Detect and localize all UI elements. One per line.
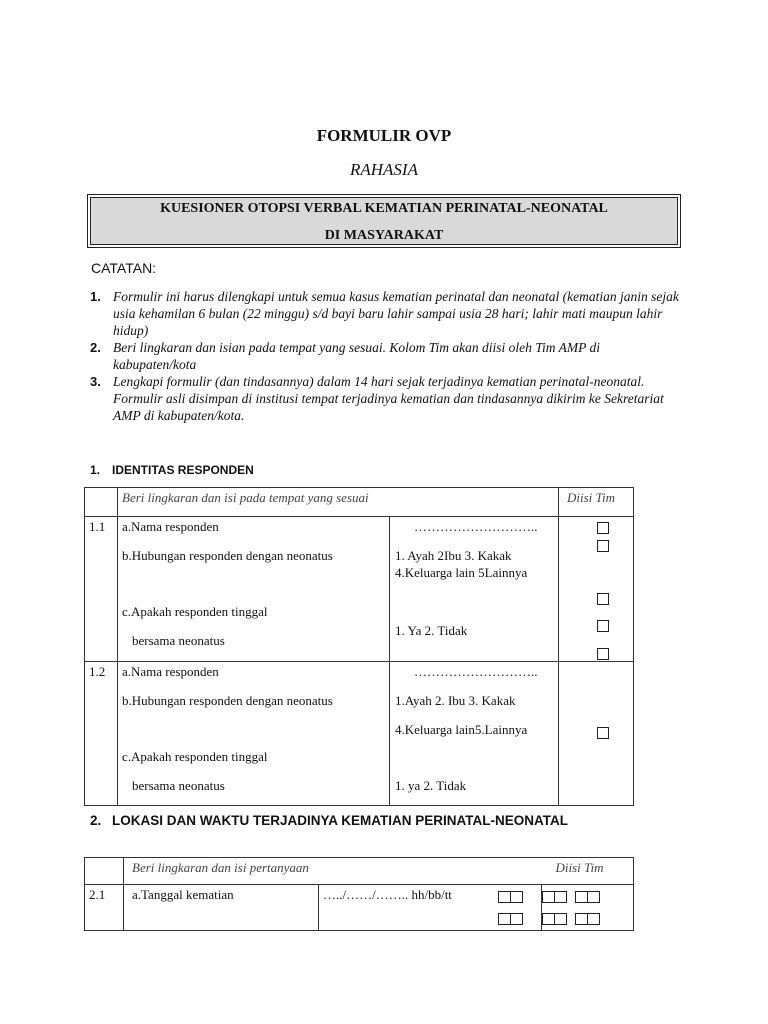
question-relationship: b.Hubungan responden dengan neonatus: [122, 693, 333, 708]
table-row: [85, 885, 634, 931]
note-item: [90, 373, 680, 424]
team-checkbox[interactable]: [597, 620, 609, 632]
section1-title: IDENTITAS RESPONDEN: [112, 463, 254, 477]
date-digit-box[interactable]: [587, 891, 600, 903]
section1-number: 1.: [90, 463, 101, 477]
table-row: [85, 517, 634, 662]
team-checkbox[interactable]: [597, 727, 609, 739]
table-instruction: Beri lingkaran dan isi pertanyaan: [132, 860, 309, 875]
section1-heading: [90, 463, 254, 477]
answer-lives-with-options[interactable]: 1. Ya 2. Tidak: [395, 623, 468, 638]
notes-list: [90, 288, 680, 424]
answer-relationship-options[interactable]: 1.Ayah 2. Ibu 3. Kakak: [395, 693, 516, 708]
note-item: [90, 339, 680, 373]
question-lives-with-cont: bersama neonatus: [132, 778, 225, 793]
note-item: [90, 288, 680, 339]
questionnaire-title-line1: KUESIONER OTOPSI VERBAL KEMATIAN PERINATAL-NEONATAL: [160, 201, 608, 216]
answer-name-blank[interactable]: ………………………..: [414, 664, 538, 679]
question-lives-with: c.Apakah responden tinggal: [122, 604, 268, 619]
questionnaire-title-box: [87, 194, 681, 248]
date-digit-box[interactable]: [510, 913, 523, 925]
note-text: Beri lingkaran dan isian pada tempat yang sesuai. Kolom Tim akan diisi oleh Tim AMP di kabupaten/kota: [113, 340, 601, 372]
date-digit-box[interactable]: [554, 891, 567, 903]
note-text: Formulir ini harus dilengkapi untuk semua kasus kematian perinatal dan neonatal (kematian janin sejak usia kehamilan 6 bulan (22 minggu) s/d bayi baru lahir sampai usia 28 hari; lahir mati maupun lahir hidup): [113, 289, 679, 338]
table-header-row: [85, 488, 634, 517]
note-number: 2.: [90, 340, 101, 355]
notes-heading: CATATAN:: [91, 260, 157, 276]
section2-number: 2.: [90, 813, 102, 828]
question-death-date: a.Tanggal kematian: [132, 887, 234, 902]
answer-name-blank[interactable]: ………………………..: [414, 519, 538, 534]
question-lives-with-cont: bersama neonatus: [132, 633, 225, 648]
team-checkbox[interactable]: [597, 540, 609, 552]
confidential-label: RAHASIA: [350, 160, 418, 179]
date-digit-box[interactable]: [554, 913, 567, 925]
row-number: 1.2: [89, 664, 106, 679]
question-lives-with: c.Apakah responden tinggal: [122, 749, 268, 764]
table-row: [85, 662, 634, 806]
question-relationship: b.Hubungan responden dengan neonatus: [122, 548, 333, 563]
respondent-table: [84, 487, 634, 806]
team-column-header: Diisi Tim: [555, 860, 604, 875]
section2-title: LOKASI DAN WAKTU TERJADINYA KEMATIAN PERINATAL-NEONATAL: [112, 813, 568, 828]
table-header-row: [85, 858, 634, 885]
team-checkbox[interactable]: [597, 522, 609, 534]
answer-relationship-options-cont[interactable]: 4.Keluarga lain 5Lainnya: [395, 565, 528, 580]
date-digit-box[interactable]: [587, 913, 600, 925]
team-column-header: Diisi Tim: [567, 490, 616, 505]
team-checkbox[interactable]: [597, 648, 609, 660]
note-number: 3.: [90, 374, 101, 389]
section2-heading: [90, 813, 568, 828]
question-name: a.Nama responden: [122, 519, 219, 534]
team-checkbox[interactable]: [597, 593, 609, 605]
answer-relationship-options[interactable]: 1. Ayah 2Ibu 3. Kakak: [395, 548, 512, 563]
form-title: FORMULIR OVP: [316, 126, 452, 145]
questionnaire-title-line2: DI MASYARAKAT: [324, 228, 444, 243]
row-number: 2.1: [89, 887, 106, 902]
note-number: 1.: [90, 289, 101, 304]
question-name: a.Nama responden: [122, 664, 219, 679]
answer-relationship-options-cont[interactable]: 4.Keluarga lain5.Lainnya: [395, 722, 528, 737]
row-number: 1.1: [89, 519, 106, 534]
answer-lives-with-options[interactable]: 1. ya 2. Tidak: [395, 778, 467, 793]
location-time-table: [84, 857, 634, 931]
date-digit-box[interactable]: [510, 891, 523, 903]
note-text: Lengkapi formulir (dan tindasannya) dalam 14 hari sejak terjadinya kematian perinatal-neonatal. Formulir asli disimpan di institusi tempat terjadinya kematian dan tindasannya dikirim ke Sekretariat AMP di kabupaten/kota.: [113, 374, 664, 423]
table-instruction: Beri lingkaran dan isi pada tempat yang sesuai: [122, 490, 369, 505]
answer-death-date[interactable]: …../……/…….. hh/bb/tt: [323, 887, 452, 902]
